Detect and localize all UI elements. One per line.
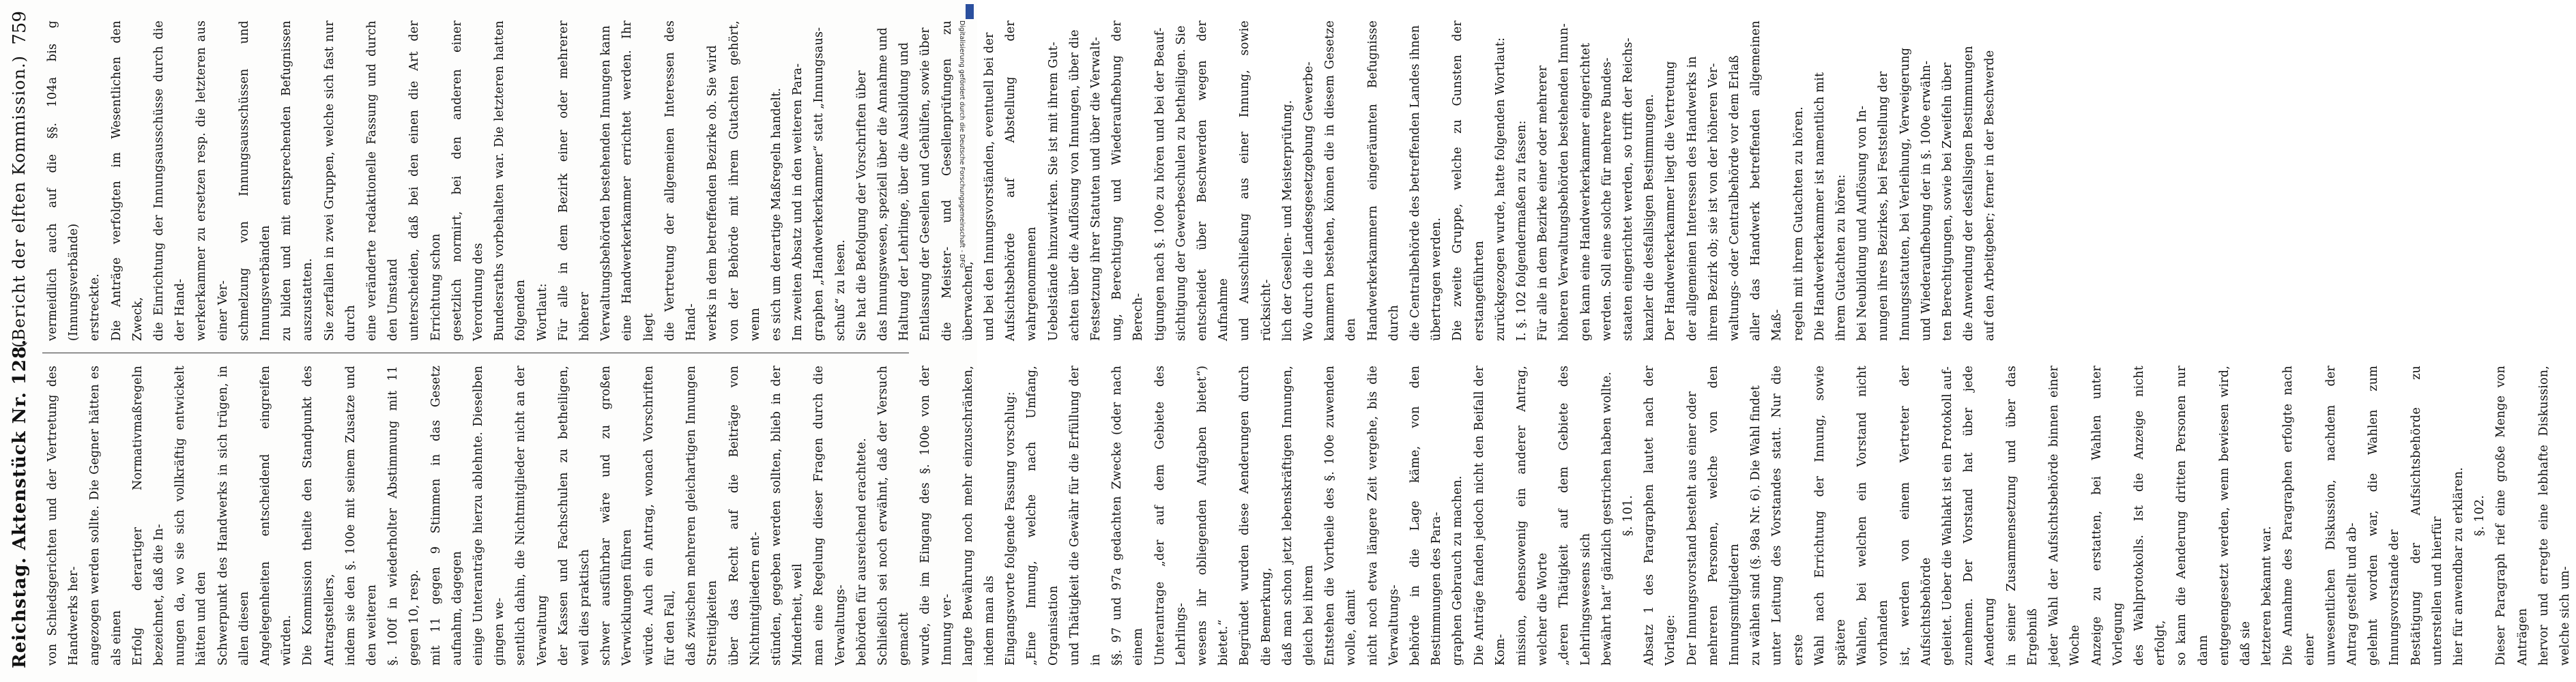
- text-line: Erfolg derartiger Normativmaßregeln bezeichnet, daß die In-: [130, 366, 167, 666]
- text-line: vermeidlich auch auf die §§. 104a bis g (Innungsverbände): [46, 20, 81, 341]
- text-line: Unterantrage „der auf dem Gebiete des Lehrlings-: [1153, 366, 1188, 666]
- digitization-note: Digitalisierung gefördert durch die Deutsche Forschungsgemeinschaft - DFG: [958, 20, 966, 268]
- text-line: eine veränderte redaktionelle Fassung und durch den Umstand: [365, 20, 401, 341]
- text-line: würde. Auch ein Antrag, wonach Vorschriften für den Fall,: [641, 366, 677, 666]
- text-line: ten Berechtigungen, sowie bei Zweifeln über: [1941, 62, 1955, 341]
- text-line: der Kassen und Fachschulen zu betheiligen, weil dies praktisch: [556, 366, 592, 666]
- text-line: entgegengesetzt werden, wenn bewiesen wird, daß sie: [2217, 366, 2253, 666]
- text-line: Die zweite Gruppe, welche zu Gunsten der erstangeführten: [1451, 20, 1486, 341]
- text-line: sentlich dahin, die Nichtmitglieder nicht an der Verwaltung: [514, 366, 549, 666]
- text-line: Die Kommission theilte den Standpunkt des Antragstellers,: [301, 366, 336, 666]
- text-line: §§. 97 und 97a gedachten Zwecke (oder nach einem: [1110, 366, 1146, 666]
- text-line: mit 11 gegen 9 Stimmen in das Gesetz aufnahm, dagegen: [429, 366, 464, 666]
- text-line: eine Handwerkerkammer errichtet werden. Ihr liegt: [620, 20, 656, 341]
- text-line: achten über die Auflösung von Innungen, über die: [1067, 29, 1082, 341]
- text-line: Die Handwerkerkammer ist namentlich mit: [1812, 72, 1827, 341]
- text-line: zu wählen sind (§. 98a Nr. 6). Die Wahl findet: [1749, 385, 1763, 666]
- text-line: wurde, die im Eingang des §. 100e von der Innung ver-: [918, 366, 954, 666]
- text-line: kammern bestehen, können die in diesem Gesetze den: [1323, 20, 1359, 341]
- page-number: 759: [10, 11, 30, 45]
- text-line: bei Neubildung und Auflösung von In-: [1855, 105, 1870, 341]
- text-line: Sie zerfallen in zwei Gruppen, welche sich fast nur durch: [322, 20, 358, 341]
- text-line: schwer ausführbar wäre und zu großen Verwicklungen führen: [599, 366, 635, 666]
- text-line: auf den Arbeitgeber; ferner in der Beschwerde: [1983, 50, 1997, 341]
- text-line: daß man schon jetzt lebenskräftigen Innungen, gleich bei ihrem: [1280, 366, 1316, 666]
- text-line: I. §. 102 folgendermaßen zu fassen:: [1515, 120, 1529, 341]
- text-line: Eingangsworte folgende Fassung vorschlug:: [1004, 391, 1018, 666]
- text-line: Wortlaut:: [535, 283, 549, 341]
- text-line: werden. Soll eine solche für mehrere Bundes-: [1600, 57, 1614, 341]
- text-line: Uebelstände hinzuwirken. Sie ist mit ihrem Gut-: [1046, 42, 1060, 341]
- text-line: unter Leitung des Vorstandes statt. Nur die erste: [1770, 366, 1806, 666]
- text-line: behörden für ausreichend erachtete.: [854, 438, 869, 666]
- text-line: jeder Wahl der Aufsichtsbehörde binnen einer Woche: [2047, 366, 2083, 666]
- text-line: Entlassung der Gesellen und Gehülfen, sowie über: [918, 27, 933, 341]
- text-line: schuß“ zu lesen.: [833, 239, 848, 341]
- text-line: zurückgezogen wurde, hatte folgenden Wortlaut:: [1493, 37, 1507, 341]
- text-line: §. 102.: [2473, 494, 2487, 537]
- text-line: Aufsichtsbehörde auf Abstellung der wahrgenommenen: [1004, 20, 1039, 341]
- text-line: nicht noch etwa längere Zeit vergehe, bis die Verwaltungs-: [1365, 366, 1401, 666]
- text-line: langte Bewährung noch mehr einzuschränken, indem man als: [961, 366, 996, 666]
- text-line: §. 100f in wiederholter Abstimmung mit 11 gegen 10, resp.: [386, 366, 422, 666]
- text-line: indem sie den §. 100e mit seinem Zusatze und den weiteren: [343, 366, 379, 666]
- header-commission: (Bericht der elften Kommission.): [10, 55, 29, 348]
- text-line: der allgemeinen Interessen des Handwerks in: [1685, 56, 1699, 341]
- text-line: übertragen werden.: [1430, 217, 1444, 341]
- text-line: aller das Handwerk betreffenden allgemeinen Maß-: [1749, 20, 1784, 341]
- text-line: gen kann eine Handwerkerkammer eingerichtet: [1578, 42, 1593, 341]
- text-line: über das Recht auf die Beiträge von Nichtmitgliedern ent-: [727, 366, 762, 666]
- text-line: die Einrichtung der Innungsausschüsse durch die der Hand-: [152, 20, 188, 341]
- text-line: Absatz 1 des Paragraphen lautet nach der Vorlage:: [1642, 366, 1678, 666]
- text-line: staaten eingerichtet werden, so trifft der Reichs-: [1621, 38, 1636, 341]
- text-line: und bei den Innungsvorständen, eventuell bei der: [982, 32, 996, 341]
- text-line: „deren Thätigkeit auf dem Gebiete des Lehrlingswesens sich: [1557, 366, 1593, 666]
- text-line: letzteren bekannt war.: [2260, 526, 2274, 666]
- text-line: stünden, gegeben werden sollten, blieb in der Minderheit, weil: [769, 366, 805, 666]
- page-header: [7, 7, 34, 668]
- dfg-logo-icon: [966, 4, 974, 19]
- text-line: entscheidet über Beschwerden wegen der Aufnahme: [1195, 20, 1231, 341]
- text-line: die Meister- und Gesellenprüfungen zu überwachen,: [940, 20, 975, 341]
- text-line: die Vertretung der allgemeinen Interessen des Hand-: [663, 20, 699, 341]
- text-line: werks in dem betreffenden Bezirke ob. Sie wird: [706, 45, 720, 341]
- text-line: gelehnt worden war, die Wahlen zum Innungsvorstande der: [2367, 366, 2402, 666]
- text-line: daß zwischen mehreren gleichartigen Innungen Streitigkeiten: [684, 366, 720, 666]
- text-line: hier für anwendbar zu erklären.: [2451, 466, 2465, 666]
- text-line: Bestätigung der Aufsichtsbehörde zu unterstellen und hierfür: [2409, 366, 2444, 666]
- text-line: mission, ebensowenig ein anderer Antrag, welcher die Worte: [1515, 366, 1550, 666]
- text-line: ihrem Gutachten zu hören:: [1834, 174, 1849, 341]
- text-line: wesens ihr obliegenden Aufgaben bietet“) bietet.“: [1195, 366, 1231, 666]
- text-line: Bundesraths vorbehalten war. Die letzteren hatten folgenden: [493, 20, 528, 341]
- text-line: es sich um derartige Maßregeln handelt.: [769, 87, 783, 341]
- text-line: angezogen werden sollte. Die Gegner hätten es als einen: [88, 366, 124, 666]
- text-line: von der Behörde mit ihrem Gutachten gehört, wenn: [727, 20, 762, 341]
- text-line: bewährt hat“ gänzlich gestrichen haben wollte.: [1600, 371, 1614, 666]
- text-line: man eine Regelung dieser Fragen durch die Verwaltungs-: [812, 366, 848, 666]
- text-line: Wahlen, bei welchen ein Vorstand nicht vorhanden: [1855, 366, 1891, 666]
- left-column: [42, 366, 2576, 666]
- text-line: das Innungswesen, speziell über die Annahme und: [875, 27, 890, 341]
- text-line: und Ausschließung aus einer Innung, sowie rücksicht-: [1238, 20, 1273, 341]
- text-line: von Schiedsgerichten und der Vertretung des Handwerks her-: [46, 366, 81, 666]
- text-line: ung, Berechtigung und Wiederaufhebung der Berech-: [1110, 20, 1146, 341]
- text-line: §. 101.: [1621, 494, 1636, 537]
- text-line: schmelzung von Innungsausschüssen und Innungsverbänden: [237, 20, 273, 341]
- text-line: Schließlich sei noch erwähnt, daß der Versuch gemacht: [875, 366, 912, 666]
- text-line: hervor und erregte eine lebhafte Diskussion, welche sich um-: [2536, 366, 2572, 666]
- text-line: nungen ihres Bezirkes, bei Feststellung der: [1877, 71, 1891, 341]
- text-line: waltungs- oder Centralbehörde vor dem Erlaß: [1728, 55, 1742, 341]
- text-line: Im zweiten Absatz und in den weiteren Para-: [791, 63, 805, 341]
- text-line: erstreckte.: [88, 273, 102, 341]
- text-line: so kann die Aenderung dritten Personen nur dann: [2175, 366, 2210, 666]
- text-line: einige Unteranträge hierzu ablehnte. Dieselben gingen we-: [472, 366, 507, 666]
- text-line: Wahl nach Errichtung der Innung, sowie spätere: [1812, 366, 1849, 666]
- text-line: Festsetzung ihrer Statuten und über die Verwalt-: [1088, 36, 1103, 341]
- text-line: Für alle in dem Bezirke einer oder mehrerer: [1536, 65, 1550, 341]
- text-line: ist, werden von einem Vertreter der Aufsichtsbehörde: [1898, 366, 1933, 666]
- text-line: zu bilden und mit entsprechenden Befugnissen auszustatten.: [280, 20, 315, 341]
- text-line: Handwerkerkammern eingeräumten Befugnisse durch: [1365, 20, 1401, 341]
- text-line: Die Anträge fanden jedoch nicht den Beifall der Kom-: [1472, 366, 1507, 666]
- text-line: sichtigung der Gewerbeschulen zu betheiligen. Sie: [1174, 25, 1188, 341]
- text-line: Anzeige zu erstatten, bei Wahlen unter Vorlegung: [2089, 366, 2125, 666]
- text-line: Wo durch die Landesgesetzgebung Gewerbe-: [1301, 61, 1316, 341]
- text-line: behörde in die Lage käme, von den Bestimmungen des Para-: [1408, 366, 1444, 666]
- text-line: Der Innungsvorstand besteht aus einer oder: [1685, 391, 1699, 666]
- text-line: Sie hat die Befolgung der Vorschriften über: [854, 70, 869, 341]
- text-line: lich der Gesellen- und Meisterprüfung.: [1280, 100, 1294, 341]
- text-line: des Wahlprotokolls. Ist die Anzeige nicht erfolgt,: [2132, 366, 2168, 666]
- text-line: und Thätigkeit die Gewähr für die Erfüllung der in: [1067, 366, 1103, 666]
- text-line: kanzler die desfallsigen Bestimmungen.: [1642, 93, 1657, 341]
- text-line: Angelegenheiten entscheidend eingreifen würden.: [259, 366, 294, 666]
- text-line: Der Handwerkerkammer liegt die Vertretung: [1664, 61, 1678, 341]
- text-line: unterscheiden, daß bei den einen die Art der Errichtung schon: [407, 20, 443, 341]
- text-line: Schwerpunkt des Handwerks in sich trügen, in allen diesen: [216, 366, 251, 666]
- text-line: Entstehen die Vortheile des §. 100e zuwenden wolle, damit: [1323, 366, 1359, 666]
- text-line: geleitet. Ueber die Wahlakt ist ein Protokoll auf-: [1941, 366, 1955, 666]
- header-title: Reichstag. Aktenstück Nr. 128.: [10, 338, 30, 668]
- text-line: Die Annahme des Paragraphen erfolgte nach einer: [2281, 366, 2317, 666]
- text-line: Für alle in dem Bezirk einer oder mehrerer höherer: [556, 20, 592, 341]
- right-column: [42, 20, 2001, 341]
- text-line: Dieser Paragraph rief eine große Menge von Anträgen: [2494, 366, 2530, 666]
- text-line: die Anwendung der desfallsigen Bestimmungen: [1962, 46, 1976, 341]
- text-line: regeln mit ihrem Gutachten zu hören.: [1791, 106, 1806, 341]
- text-line: tigungen nach §. 100e zu hören und bei der Beauf-: [1153, 27, 1167, 341]
- text-line: in seiner Zusammensetzung und über das Ergebniß: [2004, 366, 2040, 666]
- text-line: unwesentlichen Diskussion, nachdem der Antrag gestellt und ab-: [2324, 366, 2359, 666]
- text-line: nungen da, wo sie sich vollkräftig entwickelt hätten und den: [173, 366, 209, 666]
- text-line: Begründet wurden diese Aenderungen durch die Bemerkung,: [1238, 366, 1273, 666]
- text-line: Verwaltungsbehörden bestehenden Innungen kann: [599, 25, 613, 341]
- text-line: mehreren Personen, welche von den Innungsmitgliedern: [1706, 366, 1742, 666]
- text-line: höheren Verwaltungsbehörden bestehenden Innun-: [1557, 23, 1572, 341]
- text-line: und Wiederaufhebung der in §. 100e erwähn-: [1919, 60, 1933, 341]
- text-line: Haltung der Lehrlinge, über die Ausbildung und: [897, 42, 912, 341]
- text-line: „Eine Innung, welche nach Umfang, Organisation: [1025, 366, 1060, 666]
- text-line: werkerkammer zu ersetzen resp. die letzteren aus einer Ver-: [194, 20, 230, 341]
- text-line: graphen Gebrauch zu machen.: [1451, 475, 1465, 666]
- text-line: ihrem Bezirk ob; sie ist von der höheren Ver-: [1706, 63, 1720, 341]
- text-line: Die Anträge verfolgten im Wesentlichen den Zweck,: [109, 20, 145, 341]
- text-line: graphen „Handwerkerkammer“ statt „Innungsaus-: [812, 27, 826, 341]
- text-line: gesetzlich normirt, bei den anderen einer Verordnung des: [450, 20, 486, 341]
- text-line: zunehmen. Der Vorstand hat über jede Aenderung: [1962, 366, 1997, 666]
- text-line: Innungsstatuten, bei Verleihung, Verweigerung: [1898, 47, 1912, 341]
- text-line: die Centralbehörde des betreffenden Landes ihnen: [1408, 25, 1422, 341]
